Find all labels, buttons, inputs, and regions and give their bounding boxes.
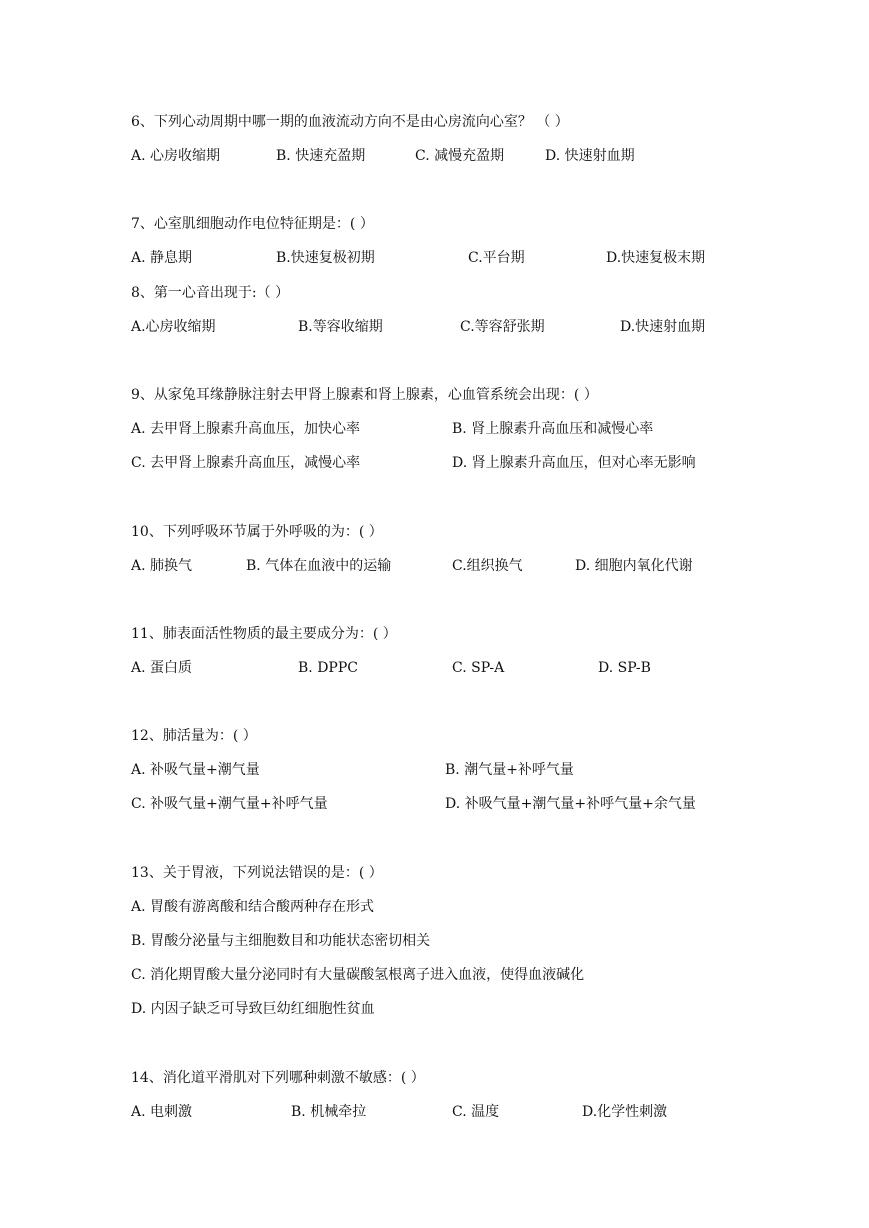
question-14-option-d: D.化学性刺激 [582, 1104, 668, 1120]
question-6-option-c: C. 减慢充盈期 [415, 148, 505, 164]
question-6-option-b: B. 快速充盈期 [276, 148, 366, 164]
question-12-option-a: A. 补吸气量+潮气量 [131, 762, 260, 778]
question-12-option-d: D. 补吸气量+潮气量+补呼气量+余气量 [445, 796, 696, 812]
question-14-stem: 14、消化道平滑肌对下列哪种刺激不敏感：( ） [131, 1070, 425, 1086]
question-9-option-d: D. 肾上腺素升高血压，但对心率无影响 [452, 455, 696, 471]
question-14-option-b: B. 机械牵拉 [291, 1104, 367, 1120]
question-13-option-d: D. 内因子缺乏可导致巨幼红细胞性贫血 [131, 1001, 375, 1017]
question-11-option-d: D. SP-B [598, 660, 651, 676]
question-14-option-c: C. 温度 [452, 1104, 500, 1120]
question-12-option-b: B. 潮气量+补呼气量 [445, 762, 574, 778]
question-13-option-c: C. 消化期胃酸大量分泌同时有大量碳酸氢根离子进入血液，使得血液碱化 [131, 967, 585, 983]
question-10-stem: 10、下列呼吸环节属于外呼吸的为：( ） [131, 524, 383, 540]
question-11-option-a: A. 蛋白质 [131, 660, 193, 676]
question-8-option-d: D.快速射血期 [620, 319, 706, 335]
question-9-option-a: A. 去甲肾上腺素升高血压，加快心率 [131, 421, 361, 437]
question-9-option-c: C. 去甲肾上腺素升高血压，减慢心率 [131, 455, 361, 471]
question-11-stem: 11、肺表面活性物质的最主要成分为：( ） [131, 626, 397, 642]
question-10-option-b: B. 气体在血液中的运输 [246, 558, 392, 574]
question-13-stem: 13、关于胃液，下列说法错误的是：( ） [131, 865, 383, 881]
question-8-stem: 8、第一心音出现于:（ ） [131, 285, 290, 301]
question-7-option-a: A. 静息期 [131, 250, 193, 266]
question-8-option-a: A.心房收缩期 [131, 319, 216, 335]
question-8-option-c: C.等容舒张期 [460, 319, 545, 335]
question-8-option-b: B.等容收缩期 [298, 319, 383, 335]
question-12-option-c: C. 补吸气量+潮气量+补呼气量 [131, 796, 328, 812]
question-11-option-b: B. DPPC [298, 660, 358, 676]
question-14-option-a: A. 电刺激 [131, 1104, 193, 1120]
question-6-stem: 6、下列心动周期中哪一期的血液流动方向不是由心房流向心室？ （ ） [131, 114, 569, 130]
question-7-stem: 7、心室肌细胞动作电位特征期是：( ） [131, 216, 374, 232]
question-7-option-d: D.快速复极末期 [606, 250, 706, 266]
question-10-option-c: C.组织换气 [452, 558, 523, 574]
question-9-stem: 9、从家兔耳缘静脉注射去甲肾上腺素和肾上腺素，心血管系统会出现：( ） [131, 387, 598, 403]
question-7-option-c: C.平台期 [468, 250, 525, 266]
question-10-option-d: D. 细胞内氧化代谢 [575, 558, 693, 574]
question-6-option-d: D. 快速射血期 [545, 148, 635, 164]
question-11-option-c: C. SP-A [452, 660, 505, 676]
question-12-stem: 12、肺活量为：( ） [131, 728, 257, 744]
question-10-option-a: A. 肺换气 [131, 558, 193, 574]
question-7-option-b: B.快速复极初期 [276, 250, 375, 266]
question-9-option-b: B. 肾上腺素升高血压和减慢心率 [452, 421, 654, 437]
question-13-option-a: A. 胃酸有游离酸和结合酸两种存在形式 [131, 899, 375, 915]
question-13-option-b: B. 胃酸分泌量与主细胞数目和功能状态密切相关 [131, 933, 431, 949]
question-6-option-a: A. 心房收缩期 [131, 148, 221, 164]
